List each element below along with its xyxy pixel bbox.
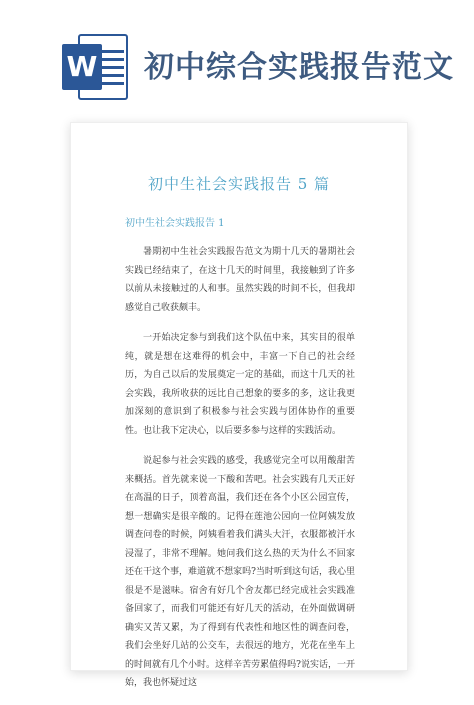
header-banner — [0, 0, 474, 118]
document-page — [70, 122, 408, 688]
page-title: 初中综合实践报告范文 — [144, 50, 454, 85]
body-paragraph: 说起参与社会实践的感受，我感觉完全可以用酸甜苦来概括。首先就来说一下酸和苦吧。社会实践有几天正好在高温的日子，顶着高温，我们还在各个小区公园宣传，想一想确实是很辛酸的。记得在莲池公园向一位阿姨发放调查问卷的时候，阿姨看着我们满头大汗，衣服都被汗水浸湿了，非常不理解。她问我们这么热的天为什么不回家还在干这个事，难道就不想家吗?当时听到这句话，我心里很是不是滋味。宿舍有好几个舍友都已经完成社会实践准备回家了，而我们可能还有好几天的活动，在外面做调研确实又苦又累，为了得到有代表性和地区性的调查问卷，我们会坐好几站的公交车，去很远的地方，光花在坐车上的时间就有几个小时。这样辛苦劳累值得吗?说实话，一开始，我也怀疑过这 — [125, 456, 355, 688]
word-letter-badge: W — [62, 44, 102, 90]
document-body — [125, 243, 355, 705]
body-paragraph: 一开始决定参与到我们这个队伍中来，其实目的很单纯，就是想在这难得的机会中，丰富一下自己的社会经历，为自己以后的发展奠定一定的基础，而这十几天的社会实践，我所收获的远比自己想象的要多的多，这让我更加深刻的意识到了积极参与社会实践与团体协作的重要性。也让我下定决心，以后要多参与这样的实践活动。 — [125, 333, 355, 436]
document-title: 初中生社会实践报告 5 篇 — [147, 175, 331, 193]
word-document-icon — [62, 34, 128, 100]
body-paragraph: 暑期初中生社会实践报告范文为期十几天的暑期社会实践已经结束了，在这十几天的时间里，我接触到了许多以前从未接触过的人和事。虽然实践的时间不长，但我却感觉自己收获颇丰。 — [125, 247, 355, 313]
section-heading: 初中生社会实践报告 1 — [125, 218, 225, 229]
